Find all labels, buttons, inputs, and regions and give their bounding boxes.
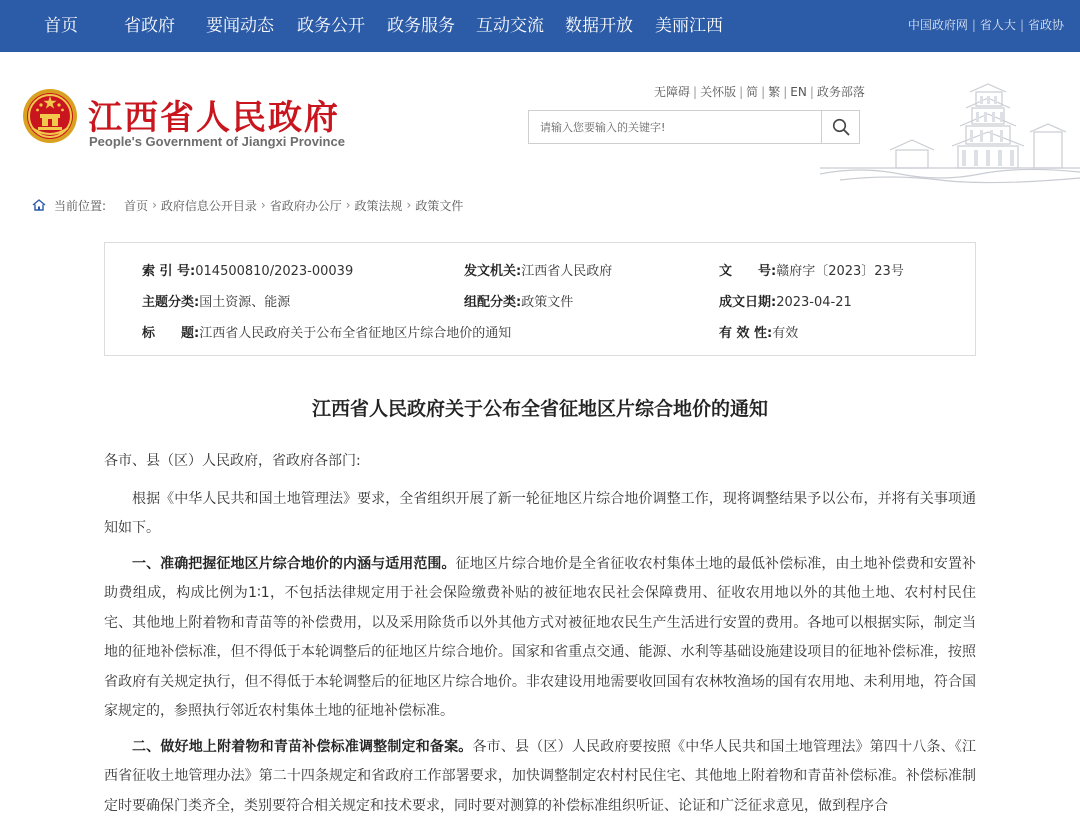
meta-key: 文 号: — [719, 264, 777, 279]
meta-document-number — [719, 260, 904, 279]
article-salutation: 各市、县（区）人民政府，省政府各部门: — [104, 453, 361, 469]
nav-item-interaction[interactable]: 互动交流 — [476, 16, 544, 36]
link-simplified[interactable]: 简 — [746, 85, 759, 99]
breadcrumb-policies[interactable]: 政策法规 — [354, 198, 403, 213]
breadcrumb-label: 当前位置: — [54, 198, 107, 213]
link-accessibility[interactable]: 无障碍 — [654, 85, 691, 99]
meta-value: 政策文件 — [521, 295, 574, 310]
meta-key: 组配分类: — [464, 295, 522, 310]
meta-written-date — [719, 291, 852, 310]
meta-key: 标 题: — [142, 326, 200, 341]
separator: | — [783, 85, 788, 99]
nav-item-beautiful-jiangxi[interactable]: 美丽江西 — [655, 16, 723, 36]
separator: | — [761, 85, 766, 99]
meta-validity — [719, 322, 798, 341]
separator: | — [739, 85, 744, 99]
top-right-links — [908, 0, 1064, 52]
link-china-gov[interactable]: 中国政府网 — [907, 18, 968, 32]
link-gov-tribe[interactable]: 政务部落 — [816, 85, 865, 99]
meta-value: 014500810/2023-00039 — [195, 264, 354, 279]
link-provincial-npc[interactable]: 省人大 — [979, 18, 1016, 32]
meta-value: 有效 — [772, 326, 799, 341]
nav-item-news[interactable]: 要闻动态 — [206, 16, 274, 36]
meta-value: 江西省人民政府关于公布全省征地区片综合地价的通知 — [199, 326, 512, 341]
breadcrumb-separator: › — [260, 198, 266, 212]
section-1-body: 征地区片综合地价是全省征收农村集体土地的最低补偿标准，由土地补偿费和安置补助费组成，构成比例为1∶1，不包括法律规定用于社会保险缴费补贴的被征地农民社会保障费用、征收农用地以外的其他土地、农村村民住宅、其他地上附着物和青苗等的补偿费用，以及采用除货币以外其他方式对被征地农民生产生活进行安置的费用。各地可以根据实际，制定当地的征地补偿标准，但不得低于本轮调整后的征地区片综合地价。国家和省重点交通、能源、水利等基础设施建设项目的征地补偿标准，按照省政府有关规定执行，但不得低于本轮调整后的征地区片综合地价。非农建设用地需要收回国有农林牧渔场的国有农用地、未利用地，符合国家规定的，参照执行邻近农村集体土地的征地补偿标准。 — [104, 556, 977, 720]
separator: | — [1019, 18, 1024, 32]
meta-issuer — [464, 260, 612, 279]
nav-item-open-data[interactable]: 数据开放 — [565, 16, 633, 36]
meta-key: 发文机关: — [464, 264, 522, 279]
search-input[interactable] — [529, 111, 822, 143]
national-emblem-logo[interactable] — [22, 88, 78, 144]
meta-key: 有 效 性: — [719, 326, 773, 341]
nav-item-province-gov[interactable]: 省政府 — [124, 16, 175, 36]
breadcrumb-info-catalog[interactable]: 政府信息公开目录 — [160, 198, 257, 213]
search-box — [528, 110, 860, 144]
site-title[interactable]: 江西省人民政府 — [88, 98, 340, 138]
breadcrumb-policy-documents[interactable]: 政策文件 — [415, 198, 464, 213]
article-section-2 — [104, 733, 976, 816]
section-2-body: 各市、县（区）人民政府要按照《中华人民共和国土地管理法》第四十八条、《江西省征收土地管理办法》第二十四条规定和省政府工作部署要求，加快调整制定农村村民住宅、其他地上附着物和青苗补偿标准。补偿标准制定时要确保门类齐全，类别要符合相关规定和技术要求，同时要对测算的补偿标准组织听证、论证和广泛征求意见，做到程序合 — [104, 739, 977, 814]
breadcrumb-separator: › — [345, 198, 351, 212]
section-2-heading: 二、做好地上附着物和青苗补偿标准调整制定和备案。 — [132, 739, 473, 755]
link-provincial-cppcc[interactable]: 省政协 — [1027, 18, 1064, 32]
article-section-1 — [104, 550, 976, 726]
nav-item-home[interactable]: 首页 — [44, 16, 78, 36]
tengwang-pavilion-illustration — [820, 62, 1080, 188]
meta-category — [464, 291, 573, 310]
nav-item-gov-affairs-open[interactable]: 政务公开 — [297, 16, 365, 36]
meta-topic — [142, 291, 290, 310]
separator: | — [693, 85, 698, 99]
breadcrumb-home[interactable]: 首页 — [124, 198, 149, 213]
nav-item-gov-services[interactable]: 政务服务 — [387, 16, 455, 36]
link-traditional[interactable]: 繁 — [768, 85, 781, 99]
breadcrumb — [0, 188, 1080, 222]
meta-key: 成文日期: — [719, 295, 777, 310]
top-nav-bar — [0, 0, 1080, 52]
site-header — [0, 52, 1080, 188]
site-subtitle: People's Government of Jiangxi Province — [89, 134, 345, 149]
home-icon — [32, 199, 46, 211]
section-1-heading: 一、准确把握征地区片综合地价的内涵与适用范围。 — [132, 556, 456, 572]
link-english[interactable]: EN — [790, 85, 807, 99]
breadcrumb-separator: › — [406, 198, 412, 212]
article-intro-paragraph: 根据《中华人民共和国土地管理法》要求，全省组织开展了新一轮征地区片综合地价调整工作，现将调整结果予以公布，并将有关事项通知如下。 — [104, 491, 976, 537]
meta-value: 赣府字〔2023〕23号 — [776, 264, 904, 279]
meta-value: 国土资源、能源 — [199, 295, 291, 310]
article-title: 江西省人民政府关于公布全省征地区片综合地价的通知 — [311, 398, 768, 420]
breadcrumb-separator: › — [152, 198, 157, 212]
meta-key: 主题分类: — [142, 295, 200, 310]
link-care-version[interactable]: 关怀版 — [700, 85, 737, 99]
document-meta-box — [104, 242, 976, 356]
separator: | — [809, 85, 814, 99]
meta-value: 江西省人民政府 — [521, 264, 613, 279]
separator: | — [971, 18, 976, 32]
meta-value: 2023-04-21 — [776, 295, 852, 310]
meta-title — [142, 322, 511, 341]
breadcrumb-general-office[interactable]: 省政府办公厅 — [269, 198, 342, 213]
meta-key: 索 引 号: — [142, 264, 196, 279]
meta-index-number — [142, 260, 353, 279]
